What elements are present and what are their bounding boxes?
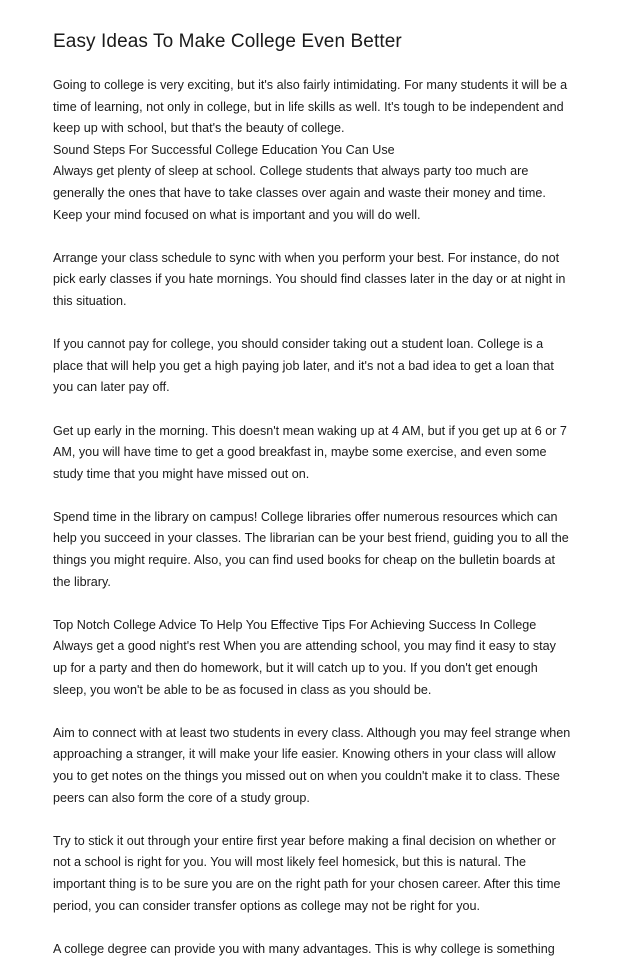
text-line: Going to college is very exciting, but it's also fairly intimidating. For many students it will be a — [53, 78, 568, 92]
text-line: Get up early in the morning. This doesn't mean waking up at 4 AM, but if you get up at 6 or 7 — [53, 423, 567, 438]
text-line: study time that you might have missed out on. — [53, 466, 310, 481]
document-title: Easy Ideas To Make College Even Better — [53, 31, 402, 52]
document-body — [53, 75, 588, 960]
text-line: pick early classes if you hate mornings. You should find classes later in the day or at night in — [53, 272, 566, 287]
paragraph — [53, 723, 588, 809]
text-line: you can later pay off. — [53, 380, 170, 395]
paragraph — [53, 248, 588, 313]
paragraph — [53, 939, 588, 960]
text-line: this situation. — [53, 293, 127, 308]
paragraph — [53, 831, 588, 917]
text-line: Sound Steps For Successful College Education You Can Use — [53, 142, 395, 157]
text-line: period, you can consider transfer options as college may not be right for you. — [53, 898, 481, 913]
text-line: AM, you will have time to get a good breakfast in, maybe some exercise, and even some — [53, 445, 547, 460]
text-line: Always get plenty of sleep at school. College students that always party too much are — [53, 164, 529, 179]
text-line: keep up with school, but that's the beauty of college. — [53, 121, 345, 136]
paragraph — [53, 507, 588, 593]
text-line: Keep your mind focused on what is important and you will do well. — [53, 207, 421, 222]
text-line: approaching a stranger, it will make your life easier. Knowing others in your class will allow — [53, 747, 556, 762]
text-line: not a school is right for you. You will most likely feel homesick, but this is natural. The — [53, 855, 526, 870]
text-line: Spend time in the library on campus! College libraries offer numerous resources which can — [53, 509, 558, 524]
text-line: Top Notch College Advice To Help You Effective Tips For Achieving Success In College — [53, 617, 537, 632]
text-line: up for a party and then do homework, but it will catch up to you. If you don't get enough — [53, 661, 538, 676]
text-line: Try to stick it out through your entire first year before making a final decision on whether or — [53, 833, 556, 848]
text-line: A college degree can provide you with many advantages. This is why college is something — [53, 941, 555, 956]
text-line: you to get notes on the things you missed out on when you couldn't make it to class. These — [53, 769, 560, 783]
text-line: peers can also form the core of a study group. — [53, 790, 310, 805]
text-line: time of learning, not only in college, but in life skills as well. It's tough to be independent and — [53, 99, 564, 114]
paragraph — [53, 75, 588, 226]
text-line: generally the ones that have to take classes over again and waste their money and time. — [53, 185, 546, 200]
text-line: sleep, you won't be able to be as focused in class as you should be. — [53, 682, 432, 697]
text-line: important thing is to be sure you are on the right path for your chosen career. After this time — [53, 876, 561, 891]
paragraph — [53, 421, 588, 486]
paragraph — [53, 615, 588, 701]
text-line: help you succeed in your classes. The librarian can be your best friend, guiding you to all the — [53, 531, 569, 546]
text-line: things you might require. Also, you can find used books for cheap on the bulletin boards at — [53, 553, 555, 568]
text-line: Always get a good night's rest When you are attending school, you may find it easy to stay — [53, 639, 556, 654]
text-line: Arrange your class schedule to sync with when you perform your best. For instance, do not — [53, 250, 560, 265]
text-line: Aim to connect with at least two students in every class. Although you may feel strange when — [53, 725, 571, 740]
text-line: If you cannot pay for college, you should consider taking out a student loan. College is a — [53, 337, 544, 352]
paragraph — [53, 334, 588, 399]
text-line: the library. — [53, 574, 111, 589]
text-line: place that will help you get a high paying job later, and it's not a bad idea to get a loan that — [53, 358, 554, 373]
